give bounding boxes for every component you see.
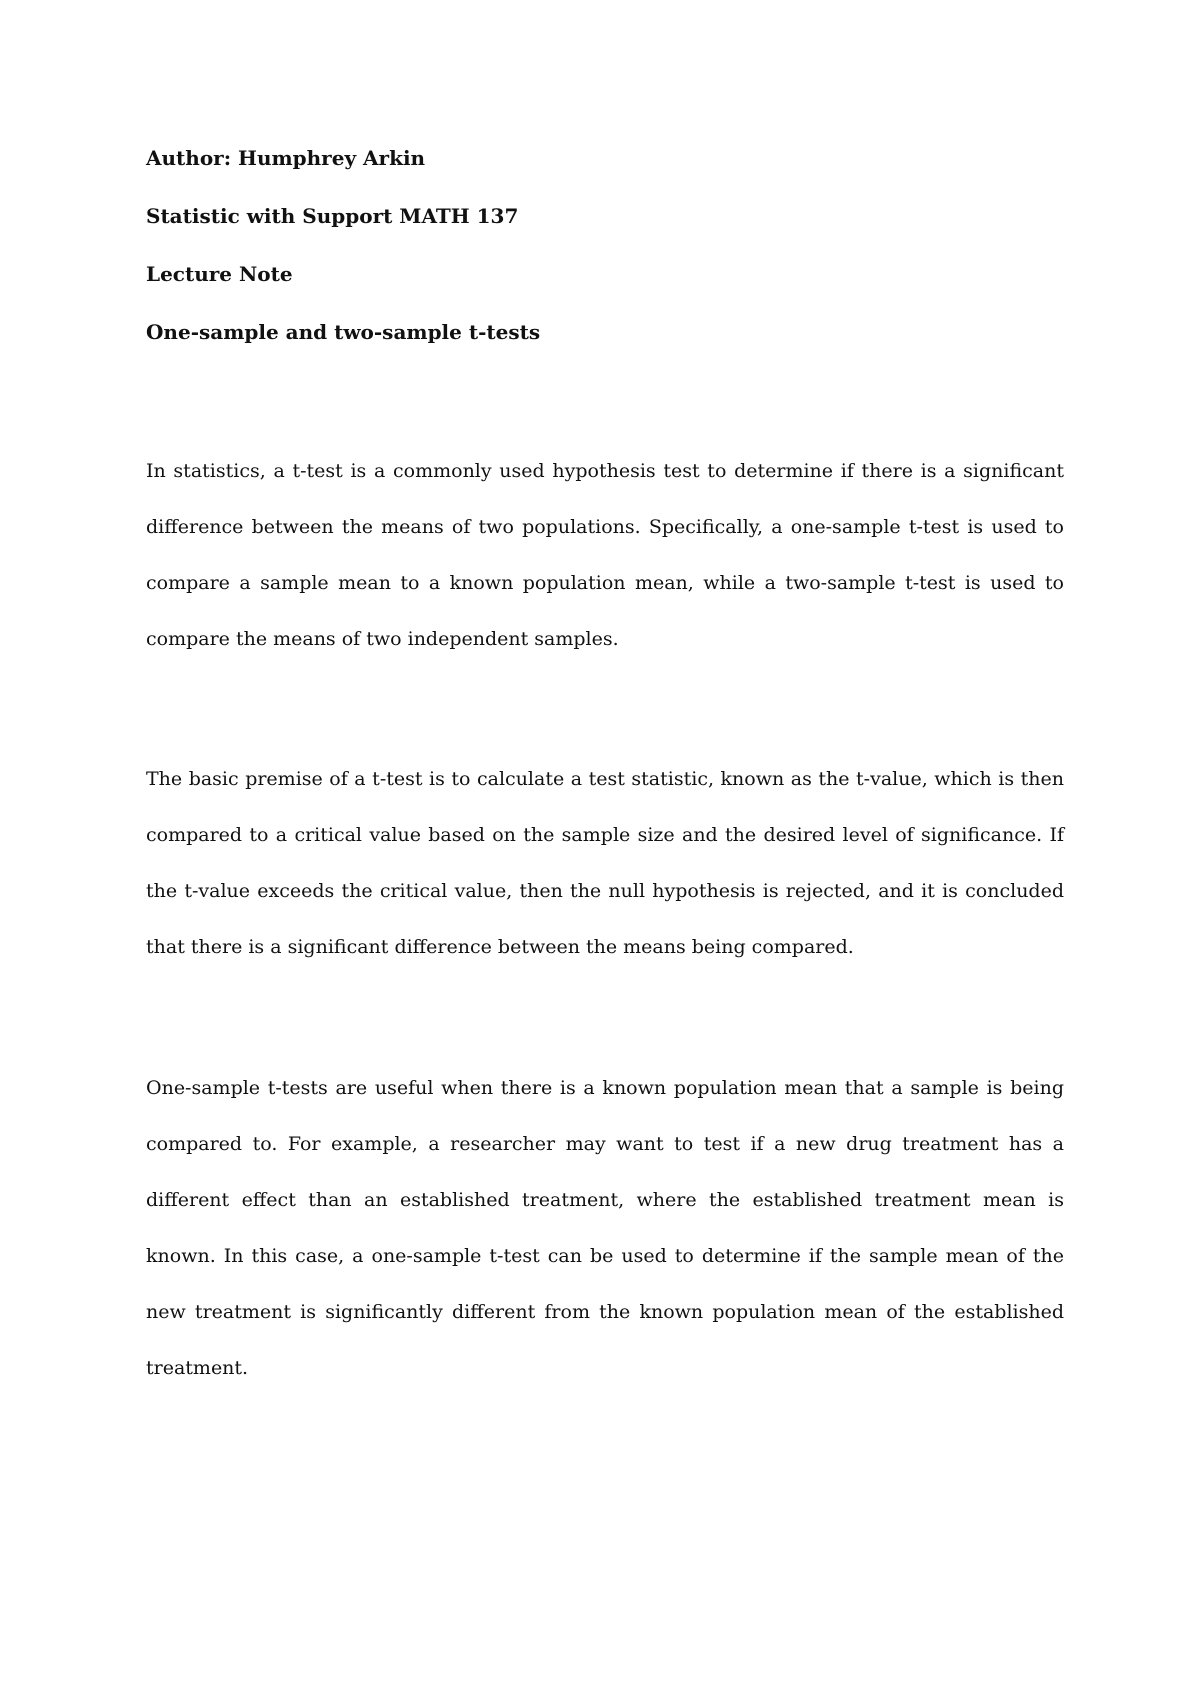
paragraph-one-sample: One-sample t-tests are useful when there is a known population mean that a sample is being compared to. For example, a researcher may want to test if a new drug treatment has a different effect than an established treatment, where the established treatment mean is known. In this case, a one-sample t-test can be used to determine if the sample mean of the new treatment is significantly different from the known population mean of the established treatment. xyxy=(146,1077,1064,1379)
course-line: Statistic with Support MATH 137 xyxy=(146,204,519,228)
document-title: One-sample and two-sample t-tests xyxy=(146,320,541,344)
paragraph-premise: The basic premise of a t-test is to calculate a test statistic, known as the t-value, which is then compared to a critical value based on the sample size and the desired level of significance. If the t-value exceeds the critical value, then the null hypothesis is rejected, and it is concluded that there is a significant difference between the means being compared. xyxy=(146,768,1064,958)
document-type-line: Lecture Note xyxy=(146,262,293,286)
author-line: Author: Humphrey Arkin xyxy=(146,146,426,170)
paragraph-intro: In statistics, a t-test is a commonly used hypothesis test to determine if there is a significant difference between the means of two populations. Specifically, a one-sample t-test is used to compare a sample mean to a known population mean, while a two-sample t-test is used to compare the means of two independent samples. xyxy=(146,460,1064,650)
document-header xyxy=(146,146,1066,378)
